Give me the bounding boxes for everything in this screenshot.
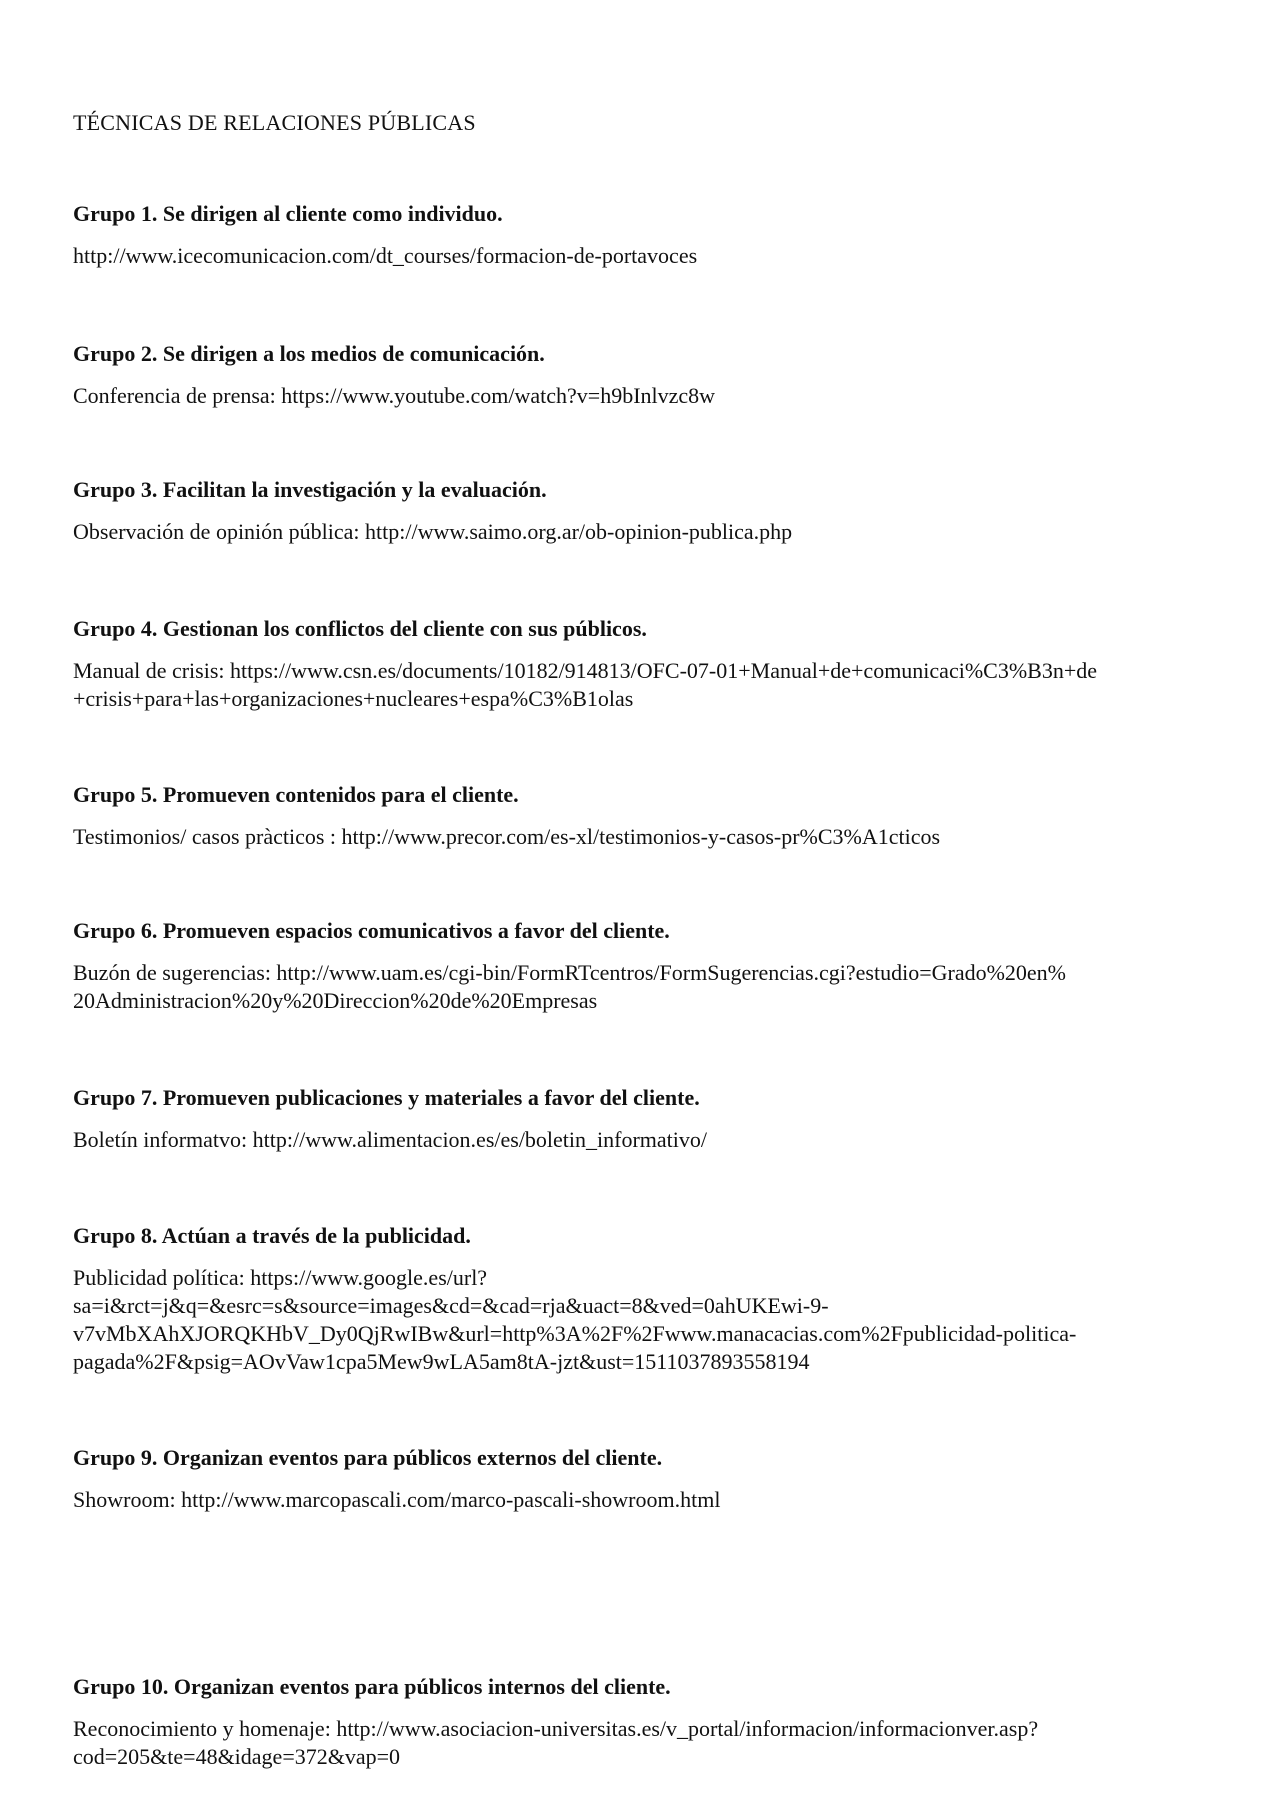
group-heading: Grupo 9. Organizan eventos para públicos externos del cliente. bbox=[73, 1445, 663, 1470]
group-link-text[interactable]: v7vMbXAhXJORQKHbV_Dy0QjRwIBw&url=http%3A%2F%2Fwww.manacacias.com%2Fpublicidad-politica- bbox=[73, 1321, 1077, 1346]
group-heading: Grupo 2. Se dirigen a los medios de comunicación. bbox=[73, 341, 545, 366]
group-body bbox=[73, 657, 1203, 713]
group-4 bbox=[73, 615, 1203, 713]
group-link-text[interactable]: Publicidad política: https://www.google.es/url? bbox=[73, 1265, 488, 1290]
group-link-text[interactable]: Reconocimiento y homenaje: http://www.asociacion-universitas.es/v_portal/informacion/informacionver.asp? bbox=[73, 1716, 1039, 1741]
group-body bbox=[73, 959, 1203, 1015]
group-body bbox=[73, 242, 1203, 270]
group-2 bbox=[73, 340, 1203, 410]
group-body bbox=[73, 1126, 1203, 1154]
group-body bbox=[73, 1715, 1203, 1771]
page-title: TÉCNICAS DE RELACIONES PÚBLICAS bbox=[73, 110, 476, 135]
group-5 bbox=[73, 781, 1203, 851]
group-heading: Grupo 3. Facilitan la investigación y la evaluación. bbox=[73, 477, 547, 502]
group-link-text[interactable]: +crisis+para+las+organizaciones+nucleares+espa%C3%B1olas bbox=[73, 686, 634, 711]
group-body bbox=[73, 1264, 1203, 1376]
group-link-text[interactable]: http://www.icecomunicacion.com/dt_courses/formacion-de-portavoces bbox=[73, 243, 698, 268]
group-link-text[interactable]: Boletín informatvo: http://www.alimentacion.es/es/boletin_informativo/ bbox=[73, 1127, 708, 1152]
group-8 bbox=[73, 1222, 1203, 1376]
group-heading: Grupo 4. Gestionan los conflictos del cliente con sus públicos. bbox=[73, 616, 647, 641]
group-heading: Grupo 7. Promueven publicaciones y materiales a favor del cliente. bbox=[73, 1085, 700, 1110]
group-7 bbox=[73, 1084, 1203, 1154]
group-6 bbox=[73, 917, 1203, 1015]
group-link-text[interactable]: Showroom: http://www.marcopascali.com/marco-pascali-showroom.html bbox=[73, 1487, 721, 1512]
group-heading: Grupo 6. Promueven espacios comunicativos a favor del cliente. bbox=[73, 918, 670, 943]
group-9 bbox=[73, 1444, 1203, 1514]
group-link-text[interactable]: Conferencia de prensa: https://www.youtube.com/watch?v=h9bInlvzc8w bbox=[73, 383, 716, 408]
group-heading: Grupo 10. Organizan eventos para públicos internos del cliente. bbox=[73, 1674, 671, 1699]
group-heading: Grupo 8. Actúan a través de la publicidad. bbox=[73, 1223, 471, 1248]
group-3 bbox=[73, 476, 1203, 546]
group-1 bbox=[73, 200, 1203, 270]
group-link-text[interactable]: pagada%2F&psig=AOvVaw1cpa5Mew9wLA5am8tA-jzt&ust=1511037893558194 bbox=[73, 1349, 810, 1374]
group-body bbox=[73, 1486, 1203, 1514]
group-link-text[interactable]: sa=i&rct=j&q=&esrc=s&source=images&cd=&cad=rja&uact=8&ved=0ahUKEwi-9- bbox=[73, 1293, 829, 1318]
group-body bbox=[73, 382, 1203, 410]
group-link-text[interactable]: Observación de opinión pública: http://www.saimo.org.ar/ob-opinion-publica.php bbox=[73, 519, 793, 544]
group-link-text[interactable]: Testimonios/ casos pràcticos : http://www.precor.com/es-xl/testimonios-y-casos-pr%C3%A1cticos bbox=[73, 824, 941, 849]
group-heading: Grupo 5. Promueven contenidos para el cliente. bbox=[73, 782, 519, 807]
group-10 bbox=[73, 1673, 1203, 1771]
group-link-text[interactable]: Buzón de sugerencias: http://www.uam.es/cgi-bin/FormRTcentros/FormSugerencias.cgi?estudio=Grado%20en% bbox=[73, 960, 1067, 985]
group-link-text[interactable]: cod=205&te=48&idage=372&vap=0 bbox=[73, 1744, 401, 1769]
group-body bbox=[73, 518, 1203, 546]
group-body bbox=[73, 823, 1203, 851]
group-heading: Grupo 1. Se dirigen al cliente como individuo. bbox=[73, 201, 503, 226]
group-link-text[interactable]: Manual de crisis: https://www.csn.es/documents/10182/914813/OFC-07-01+Manual+de+comunicaci%C3%B3n+de bbox=[73, 658, 1097, 683]
group-link-text[interactable]: 20Administracion%20y%20Direccion%20de%20Empresas bbox=[73, 988, 598, 1013]
